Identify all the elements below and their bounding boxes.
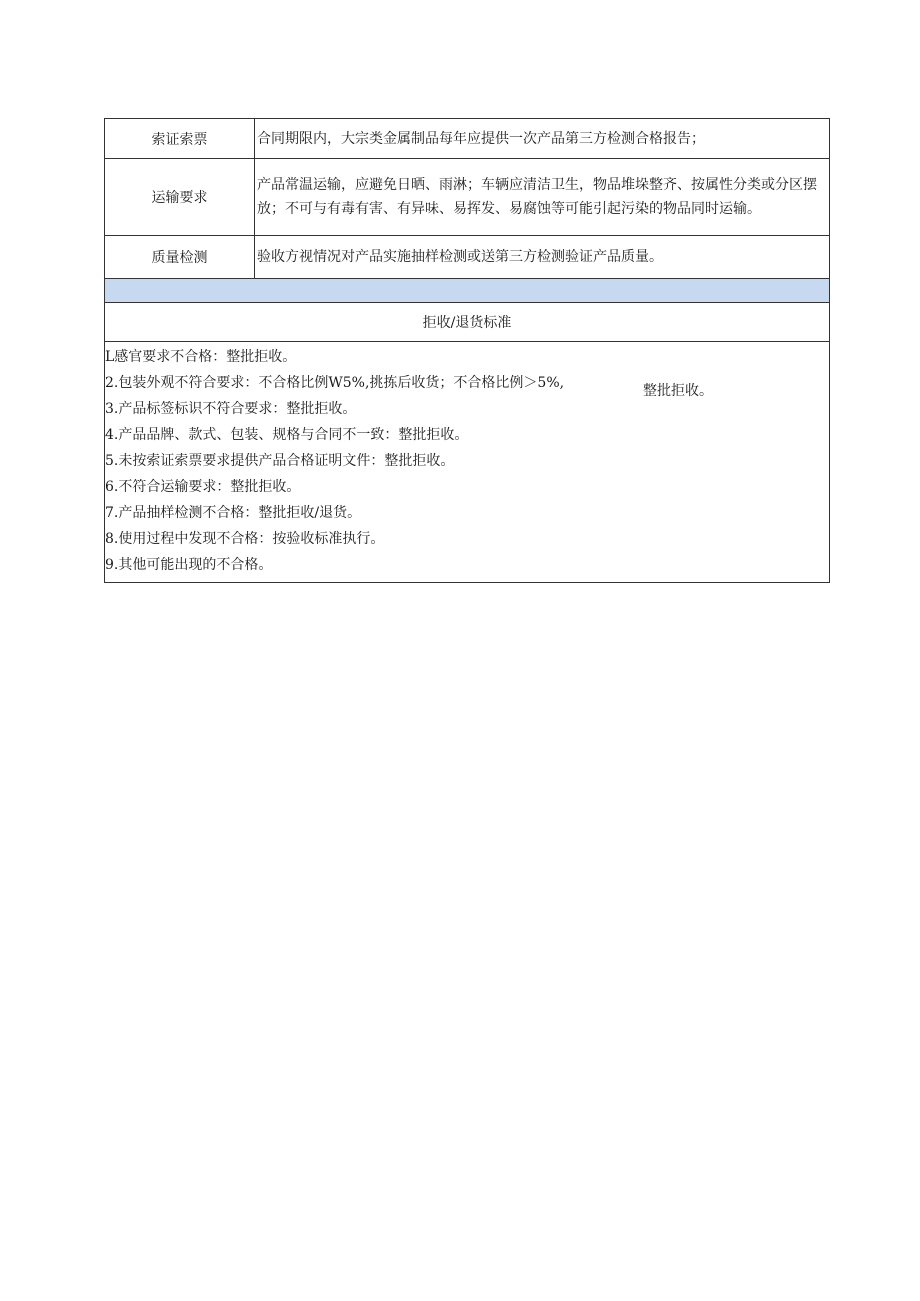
row-content: 验收方视情况对产品实施抽样检测或送第三方检测验证产品质量。	[257, 249, 663, 265]
table-row	[105, 236, 829, 279]
row-label: 质量检测	[105, 236, 255, 278]
list-item: 5.未按索证索票要求提供产品合格证明文件：整批拒收。	[105, 453, 455, 469]
reject-list	[105, 342, 829, 582]
list-item: L感官要求不合格：整批拒收。	[105, 349, 297, 365]
side-note: 整批拒收。	[643, 383, 713, 399]
section-title: 拒收/退货标准	[105, 303, 829, 342]
list-item: 4.产品品牌、款式、包装、规格与合同不一致：整批拒收。	[105, 427, 469, 443]
row-label: 运输要求	[105, 159, 255, 235]
list-item: 6.不符合运输要求：整批拒收。	[105, 479, 301, 495]
row-label: 索证索票	[105, 119, 255, 158]
table-row	[105, 159, 829, 236]
section-divider-band	[105, 279, 829, 303]
requirements-table	[104, 118, 830, 583]
list-item: 3.产品标签标识不符合要求：整批拒收。	[105, 401, 357, 417]
list-item: 8.使用过程中发现不合格：按验收标准执行。	[105, 531, 385, 547]
list-item: 7.产品抽样检测不合格：整批拒收/退货。	[105, 505, 362, 521]
table-row	[105, 119, 829, 159]
list-item: 9.其他可能出现的不合格。	[105, 557, 273, 573]
list-item: 2.包装外观不符合要求：不合格比例W5%,挑拣后收货；不合格比例＞5%,	[105, 375, 565, 391]
row-content: 产品常温运输，应避免日晒、雨淋；车辆应清洁卫生，物品堆垛整齐、按属性分类或分区摆放；不可与有毒有害、有异味、易挥发、易腐蚀等可能引起污染的物品同时运输。	[257, 177, 817, 217]
row-content: 合同期限内，大宗类金属制品每年应提供一次产品第三方检测合格报告；	[257, 130, 705, 147]
